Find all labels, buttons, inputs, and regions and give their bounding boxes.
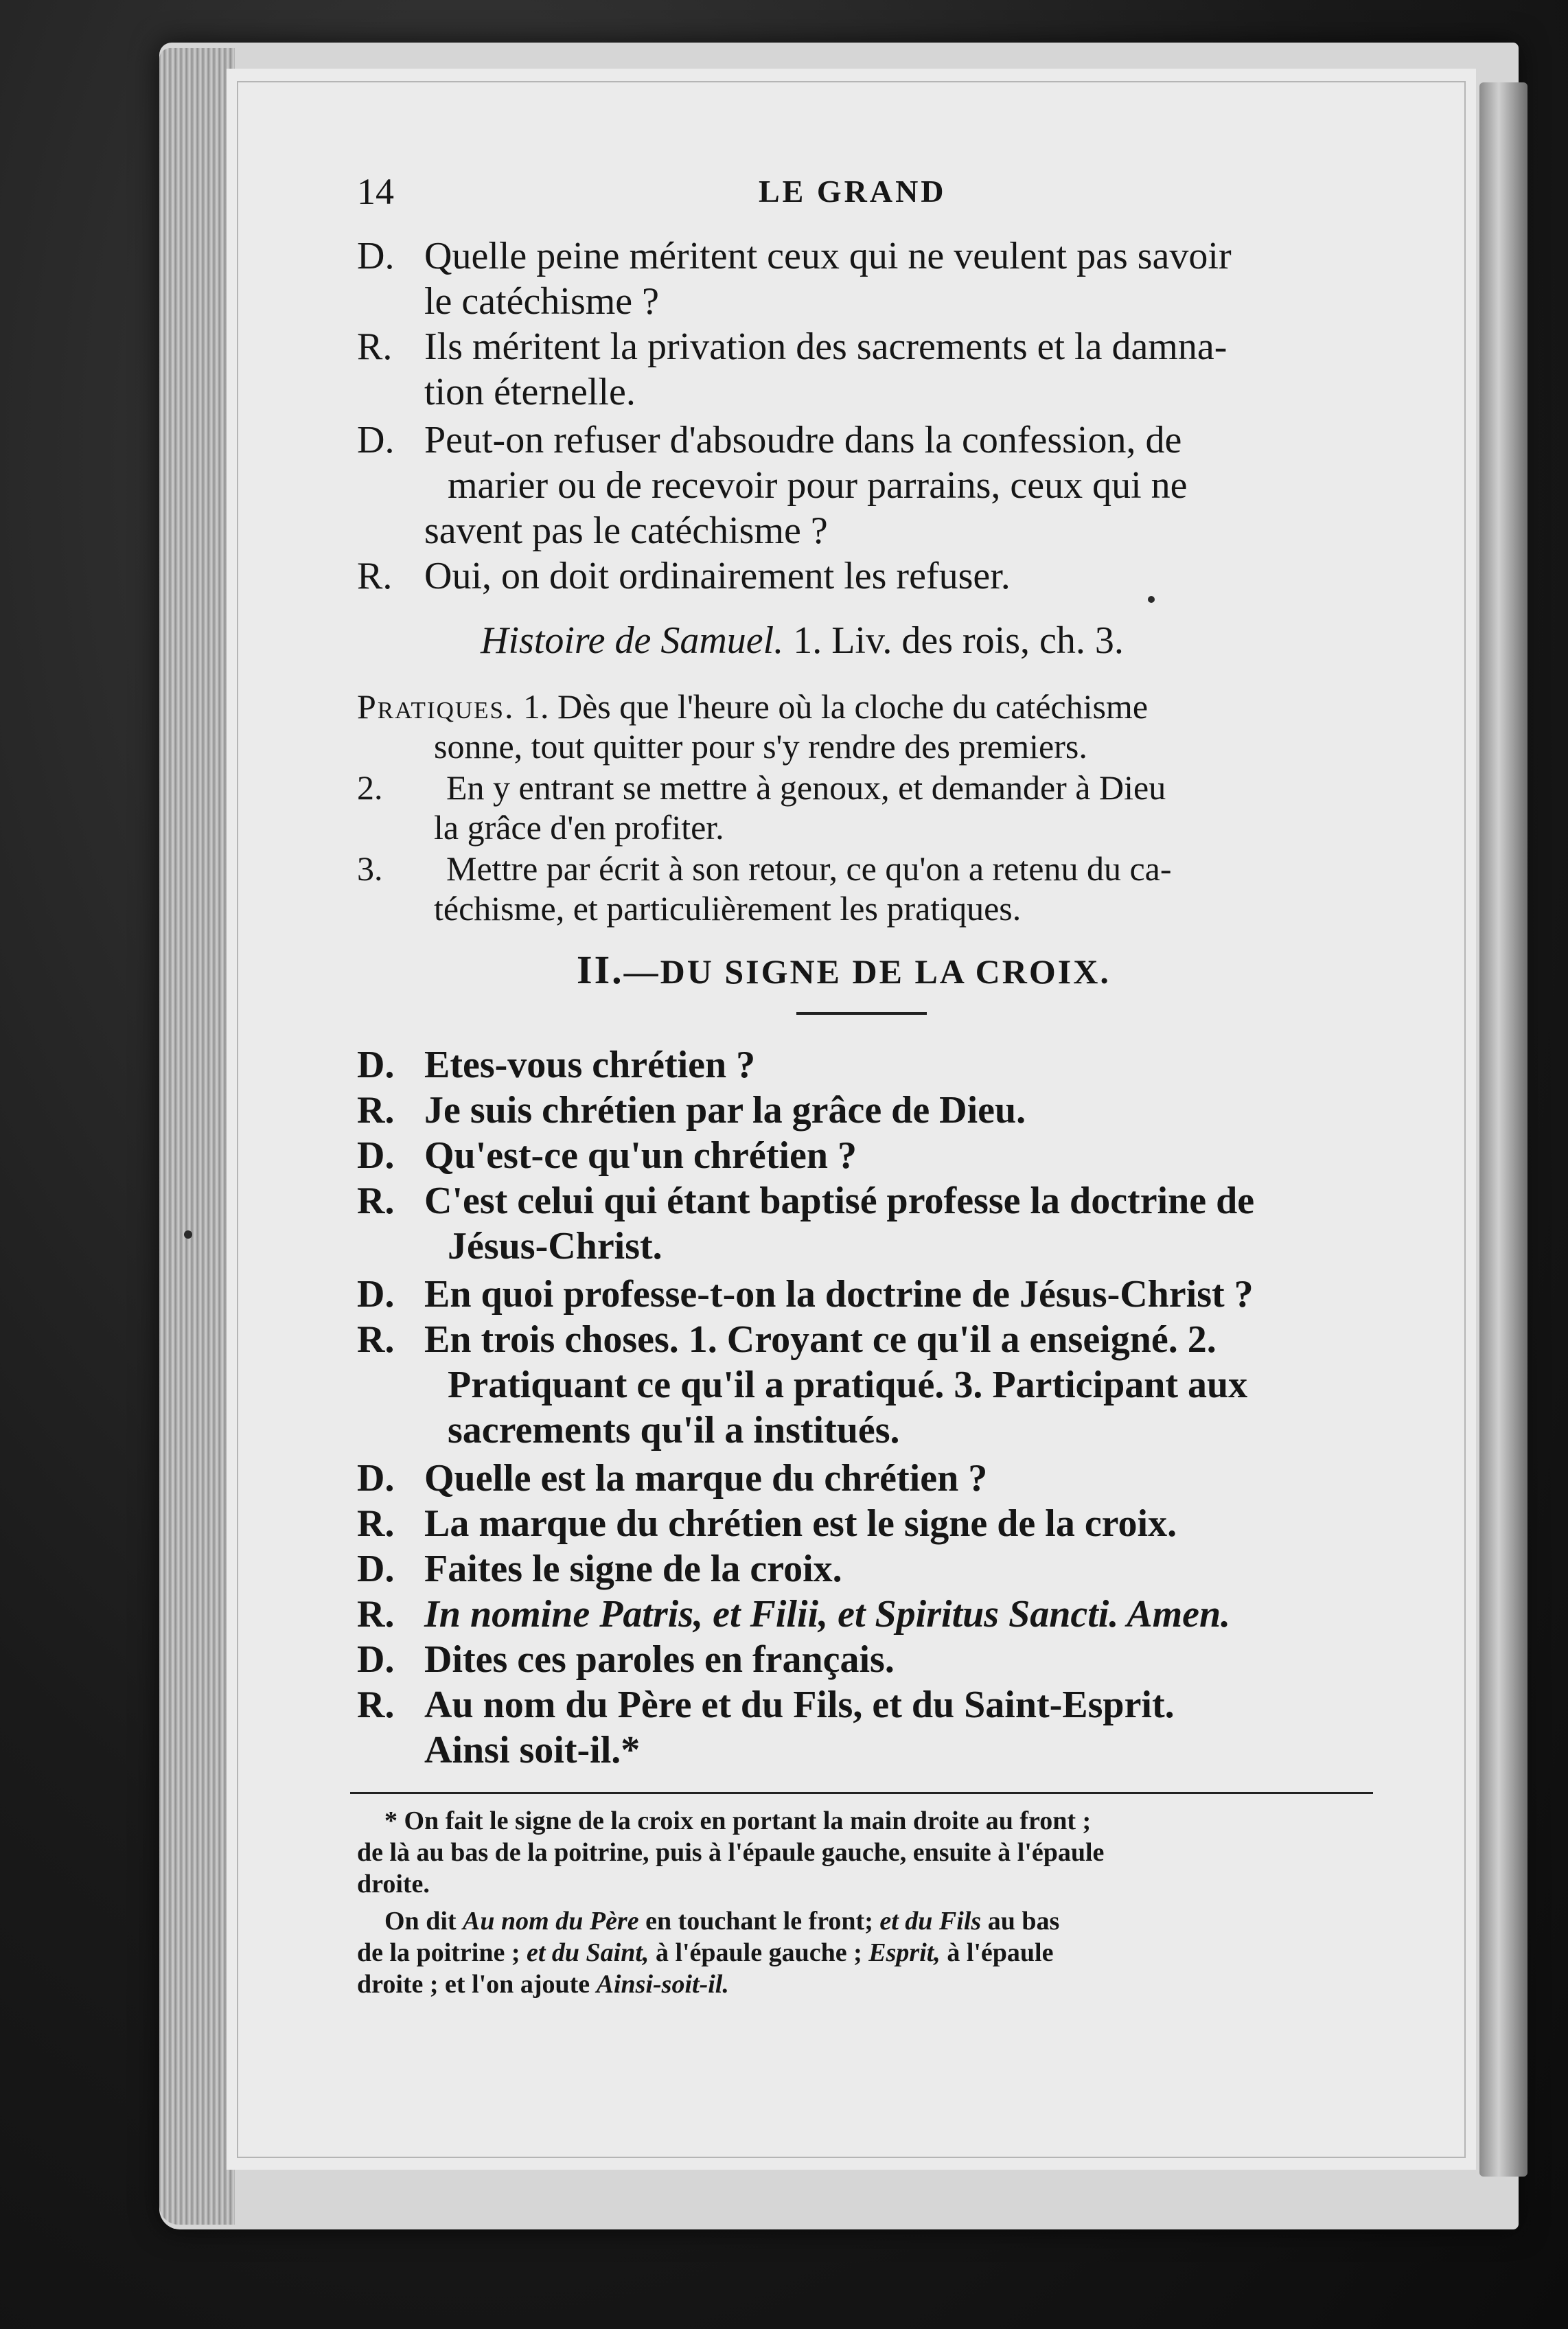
page-number: 14 (357, 171, 394, 212)
page-edges (159, 48, 235, 2225)
qa-line: R. In nomine Patris, et Filii, et Spiritus Sancti. Amen. (357, 1593, 1231, 1636)
qa-line: D. En quoi professe-t-on la doctrine de Jésus-Christ ? (357, 1273, 1254, 1316)
qa-line: D. Quelle est la marque du chrétien ? (357, 1457, 988, 1500)
running-title: LE GRAND (759, 174, 947, 209)
footnote-line: droite ; et l'on ajoute Ainsi-soit-il. (357, 1970, 729, 1999)
title-rule (796, 1012, 927, 1015)
footnote-line: de la poitrine ; et du Saint, à l'épaule gauche ; Esprit, à l'épaule (357, 1938, 1054, 1967)
qa-line: Pratiquant ce qu'il a pratiqué. 3. Participant aux (448, 1364, 1248, 1406)
pratiques-line: la grâce d'en profiter. (434, 808, 724, 847)
qa-line: Ainsi soit-il.* (424, 1729, 641, 1771)
qa-line: D. Etes-vous chrétien ? (357, 1044, 756, 1086)
pratiques-line: téchisme, et particulièrement les pratiques. (434, 889, 1022, 928)
qa-line: D. Qu'est-ce qu'un chrétien ? (357, 1134, 857, 1177)
footnote-line: droite. (357, 1870, 430, 1898)
qa-line: R. La marque du chrétien est le signe de la croix. (357, 1502, 1177, 1545)
pratiques-line: 2. En y entrant se mettre à genoux, et demander à Dieu (357, 768, 1166, 807)
qa-line: le catéchisme ? (424, 280, 660, 323)
pratiques-line: 3. Mettre par écrit à son retour, ce qu'on a retenu du ca- (357, 849, 1172, 888)
qa-line: R. C'est celui qui étant baptisé professe la doctrine de (357, 1180, 1255, 1222)
footnote-line: de là au bas de la poitrine, puis à l'épaule gauche, ensuite à l'épaule (357, 1838, 1105, 1867)
qa-line: R. Oui, on doit ordinairement les refuser. (357, 555, 1011, 597)
qa-line: R. Ils méritent la privation des sacrements et la damna- (357, 325, 1227, 368)
footnote-line: * On fait le signe de la croix en portant la main droite au front ; (384, 1806, 1092, 1835)
qa-line: D. Quelle peine méritent ceux qui ne veulent pas savoir (357, 235, 1232, 277)
reference-line: Histoire de Samuel. 1. Liv. des rois, ch. 3. (481, 619, 1124, 662)
ink-speck (184, 1230, 192, 1239)
page-edge-right (1479, 82, 1527, 2177)
footnote-rule (350, 1792, 1373, 1794)
qa-line: D. Dites ces paroles en français. (357, 1638, 895, 1681)
ink-speck (1148, 596, 1155, 603)
qa-line: R. Au nom du Père et du Fils, et du Saint-Esprit. (357, 1684, 1175, 1726)
qa-line: sacrements qu'il a institués. (448, 1409, 900, 1452)
qa-line: savent pas le catéchisme ? (424, 509, 828, 552)
pratiques-line: Pratiques. 1. Dès que l'heure où la cloche du catéchisme (357, 687, 1149, 726)
footnote-line: On dit Au nom du Père en touchant le front; et du Fils au bas (384, 1907, 1060, 1936)
qa-line: Jésus-Christ. (448, 1225, 662, 1267)
qa-line: marier ou de recevoir pour parrains, ceux qui ne (448, 464, 1188, 507)
qa-line: D. Faites le signe de la croix. (357, 1548, 842, 1590)
section-title: II.—DU SIGNE DE LA CROIX. (577, 948, 1111, 992)
qa-line: R. Je suis chrétien par la grâce de Dieu. (357, 1089, 1026, 1132)
qa-line: R. En trois choses. 1. Croyant ce qu'il a enseigné. 2. (357, 1318, 1217, 1361)
qa-line: tion éternelle. (424, 371, 636, 413)
qa-line: D. Peut-on refuser d'absoudre dans la confession, de (357, 419, 1182, 461)
pratiques-line: sonne, tout quitter pour s'y rendre des premiers. (434, 727, 1087, 766)
